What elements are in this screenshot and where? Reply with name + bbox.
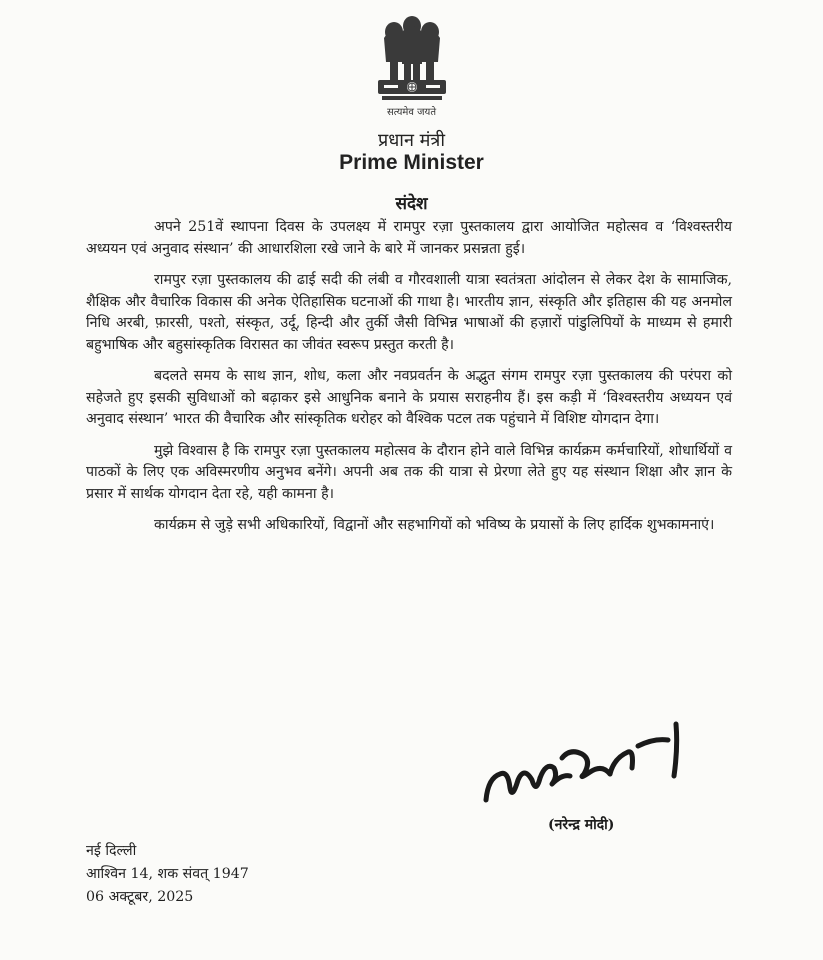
message-body bbox=[86, 217, 732, 547]
message-paragraph: कार्यक्रम से जुड़े सभी अधिकारियों, विद्वानों और सहभागियों को भविष्य के प्रयासों के लिए हार्दिक शुभकामनाएं। bbox=[154, 517, 715, 533]
emblem-motto: सत्यमेव जयते bbox=[386, 107, 437, 118]
office-title-english: Prime Minister bbox=[339, 151, 484, 174]
place: नई दिल्ली bbox=[86, 843, 137, 859]
footer bbox=[86, 840, 249, 909]
office-title-hindi: प्रधान मंत्री bbox=[377, 130, 446, 151]
message-paragraph: बदलते समय के साथ ज्ञान, शोध, कला और नवप्रवर्तन के अद्भुत संगम रामपुर रज़ा पुस्तकालय की परंपरा को सहेजते हुए इसकी सुविधाओं को बढ़ाकर इसे आधुनिक बनाने के प्रयास सराहनीय हैं। इस कड़ी में ‘विश्वस्तरीय अध्ययन एवं अनुवाद संस्थान’ भारत की वैचारिक और सांस्कृतिक धरोहर को वैश्विक पटल तक पहुंचाने में विशिष्ट योगदान देगा। bbox=[86, 368, 732, 427]
signer-name: (नरेन्द्र मोदी) bbox=[548, 817, 615, 833]
state-emblem-icon bbox=[0, 12, 823, 104]
message-paragraph: रामपुर रज़ा पुस्तकालय की ढाई सदी की लंबी व गौरवशाली यात्रा स्वतंत्रता आंदोलन से लेकर देश के सामाजिक, शैक्षिक और वैचारिक विकास की अनेक ऐतिहासिक घटनाओं की गाथा है। भारतीय ज्ञान, संस्कृति और इतिहास की यह अनमोल निधि अरबी, फ़ारसी, पश्तो, संस्कृत, उर्दू, हिन्दी और तुर्की जैसी विभिन्न भाषाओं की हज़ारों पांडुलिपियों के माध्यम से हमारी बहुभाषिक और बहुसांस्कृतिक विरासत का जीवंत स्वरूप प्रस्तुत करती है। bbox=[86, 272, 732, 353]
date: 06 अक्टूबर, 2025 bbox=[86, 889, 194, 905]
saka-date: आश्विन 14, शक संवत् 1947 bbox=[86, 866, 249, 882]
letterhead bbox=[0, 12, 823, 104]
message-paragraph: मुझे विश्वास है कि रामपुर रज़ा पुस्तकालय महोत्सव के दौरान होने वाले विभिन्न कार्यक्रम कर्मचारियों, शोधार्थियों व पाठकों के लिए एक अविस्मरणीय अनुभव बनेंगे। अपनी अब तक की यात्रा से प्रेरणा लेते हुए यह संस्थान शिक्षा और ज्ञान के प्रसार में सार्थक योगदान देता रहे, यही कामना है। bbox=[86, 442, 732, 502]
handwritten-signature bbox=[478, 718, 688, 814]
message-paragraph: अपने 251वें स्थापना दिवस के उपलक्ष्य में रामपुर रज़ा पुस्तकालय द्वारा आयोजित महोत्सव व ‘विश्वस्तरीय अध्ययन एवं अनुवाद संस्थान’ की आधारशिला रखे जाने के बारे में जानकर प्रसन्नता हुई। bbox=[86, 219, 732, 257]
message-heading: संदेश bbox=[395, 194, 428, 214]
